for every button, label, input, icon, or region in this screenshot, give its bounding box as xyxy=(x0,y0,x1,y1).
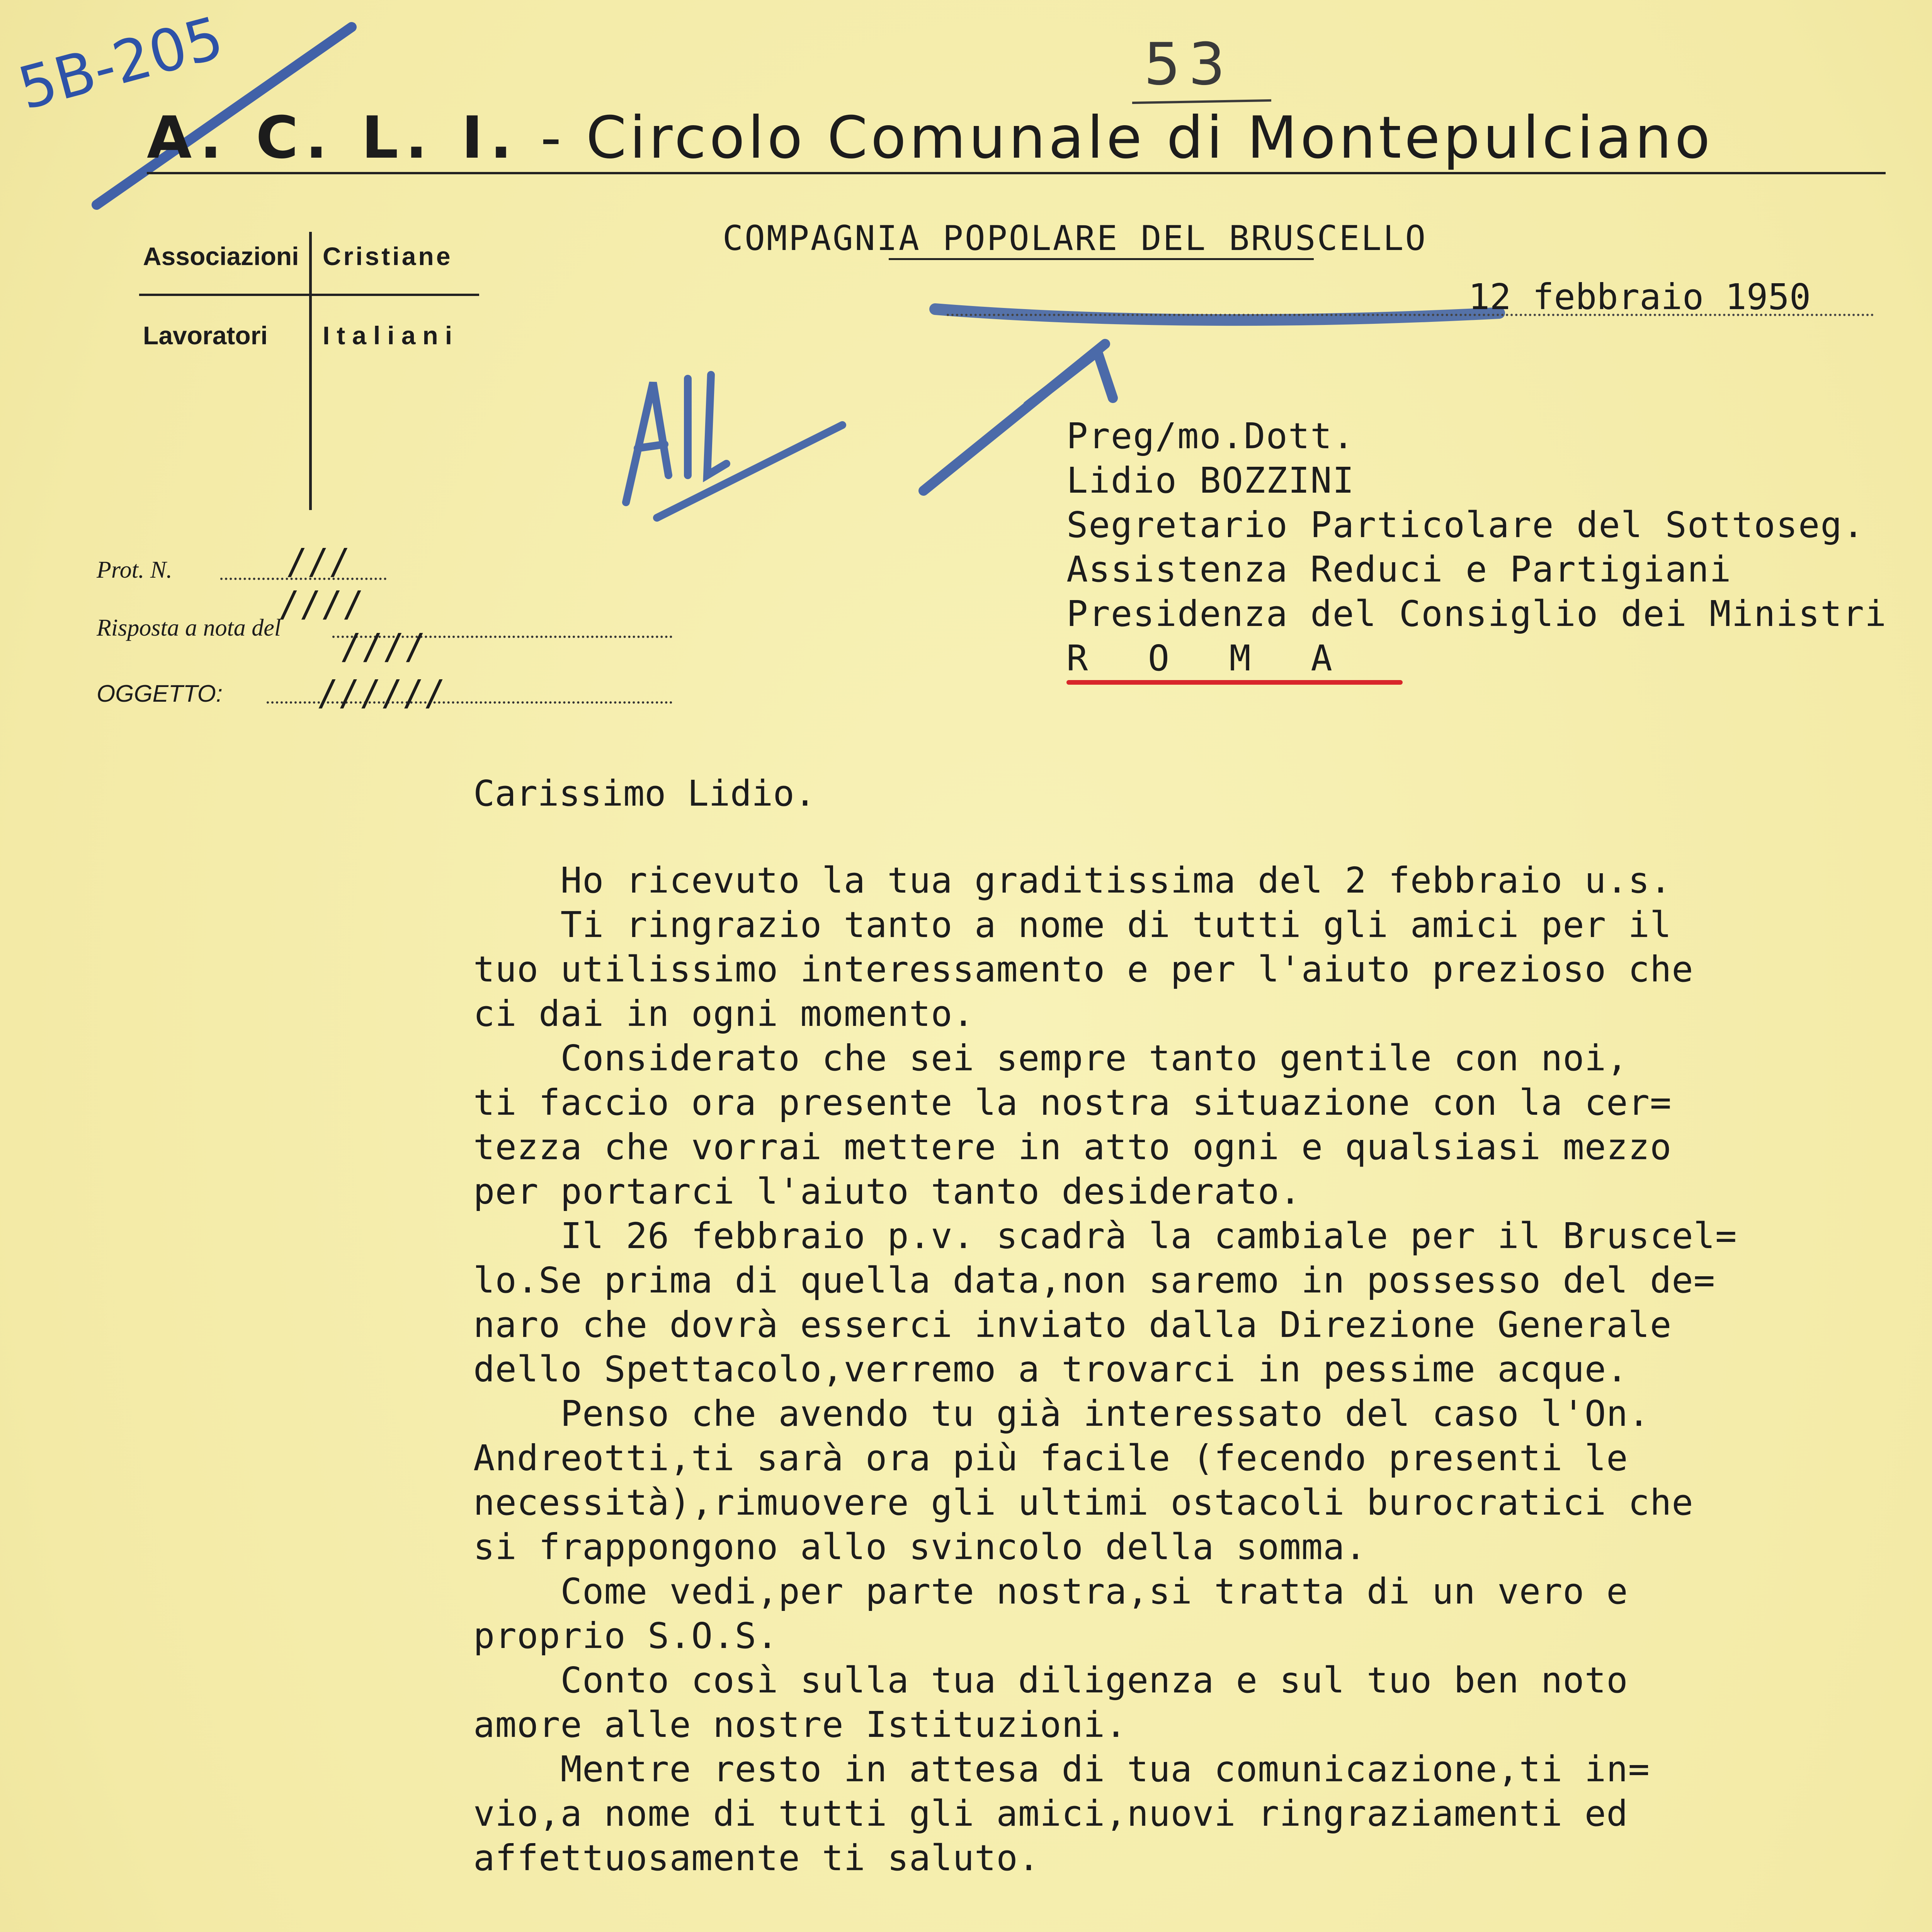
letter-date: 12 febbraio 1950 xyxy=(1468,276,1811,318)
body-line: Penso che avendo tu già interessato del caso l'On. xyxy=(473,1393,1650,1434)
org-abbreviation: A. C. L. I. xyxy=(147,104,519,172)
pencil-mark-icon xyxy=(611,348,858,533)
logo-word-italiani: Italiani xyxy=(323,321,459,350)
body-line: necessità),rimuovere gli ultimi ostacoli burocratici che xyxy=(473,1482,1694,1523)
body-line: tuo utilissimo interessamento e per l'aiuto prezioso che xyxy=(473,949,1694,990)
recipient-line-5: Presidenza del Consiglio dei Ministri xyxy=(1066,593,1887,634)
body-line: amore alle nostre Istituzioni. xyxy=(473,1704,1127,1745)
city-red-underline xyxy=(1066,680,1403,685)
date-dotted-line xyxy=(947,314,1874,316)
logo-horizontal-line xyxy=(139,294,479,296)
body-line: lo.Se prima di quella data,non saremo in possesso del de= xyxy=(473,1260,1716,1301)
body-line: affettuosamente ti saluto. xyxy=(473,1837,1040,1879)
page-number-annotation: 53 xyxy=(1144,31,1233,98)
letterhead-rule xyxy=(147,172,1886,174)
body-line: ci dai in ogni momento. xyxy=(473,993,975,1034)
body-line: Il 26 febbraio p.v. scadrà la cambiale per il Bruscel= xyxy=(473,1215,1737,1257)
org-title: Circolo Comunale di Montepulciano xyxy=(586,104,1713,172)
body-line: ti faccio ora presente la nostra situazione con la cer= xyxy=(473,1082,1672,1123)
logo-word-cristiane: Cristiane xyxy=(323,242,453,270)
body-line: Ho ricevuto la tua graditissima del 2 febbraio u.s. xyxy=(473,860,1672,901)
recipient-city: R O M A xyxy=(1066,638,1352,679)
oggetto-label: OGGETTO: xyxy=(97,680,223,707)
body-line: si frappongono allo svincolo della somma. xyxy=(473,1526,1367,1568)
prot-value: /// xyxy=(286,541,350,582)
letterhead-title xyxy=(147,104,1713,172)
recipient-line-1: Preg/mo.Dott. xyxy=(1066,415,1355,457)
body-line: proprio S.O.S. xyxy=(473,1615,779,1656)
logo-word-associazioni: Associazioni xyxy=(143,242,299,270)
body-line: naro che dovrà esserci inviato dalla Direzione Generale xyxy=(473,1304,1672,1345)
recipient-line-4: Assistenza Reduci e Partigiani xyxy=(1066,549,1732,590)
blue-strike-line-icon xyxy=(927,286,1507,332)
body-line: per portarci l'aiuto tanto desiderato. xyxy=(473,1171,1301,1212)
risposta-value: //// xyxy=(278,583,364,625)
body-line: vio,a nome di tutti gli amici,nuovi ringraziamenti ed xyxy=(473,1793,1628,1834)
body-line: dello Spettacolo,verremo a trovarci in pessime acque. xyxy=(473,1349,1628,1390)
company-name: COMPAGNIA POPOLARE DEL BRUSCELLO xyxy=(723,218,1427,258)
body-line: Ti ringrazio tanto a nome di tutti gli amici per il xyxy=(473,904,1672,946)
salutation: Carissimo Lidio. xyxy=(473,773,816,814)
recipient-line-2: Lidio BOZZINI xyxy=(1066,460,1355,501)
body-line: tezza che vorrai mettere in atto ogni e qualsiasi mezzo xyxy=(473,1126,1672,1168)
body-line: Mentre resto in attesa di tua comunicazione,ti in= xyxy=(473,1748,1650,1790)
logo-word-lavoratori: Lavoratori xyxy=(143,321,268,350)
recipient-line-3: Segretario Particolare del Sottoseg. xyxy=(1066,504,1865,546)
oggetto-value: ////// xyxy=(317,672,446,714)
risposta-label: Risposta a nota del xyxy=(97,615,281,641)
risposta-value-2: //// xyxy=(340,626,426,667)
prot-label: Prot. N. xyxy=(97,557,172,583)
company-underline xyxy=(889,258,1314,260)
body-line: Considerato che sei sempre tanto gentile con noi, xyxy=(473,1037,1628,1079)
archive-number-annotation: 5B-205 xyxy=(12,4,230,123)
logo-vertical-line xyxy=(309,232,312,510)
letterhead-dash: - xyxy=(540,104,565,172)
body-line: Conto così sulla tua diligenza e sul tuo ben noto xyxy=(473,1660,1628,1701)
body-line: Andreotti,ti sarà ora più facile (fecendo presenti le xyxy=(473,1437,1628,1479)
body-line: Come vedi,per parte nostra,si tratta di un vero e xyxy=(473,1571,1628,1612)
